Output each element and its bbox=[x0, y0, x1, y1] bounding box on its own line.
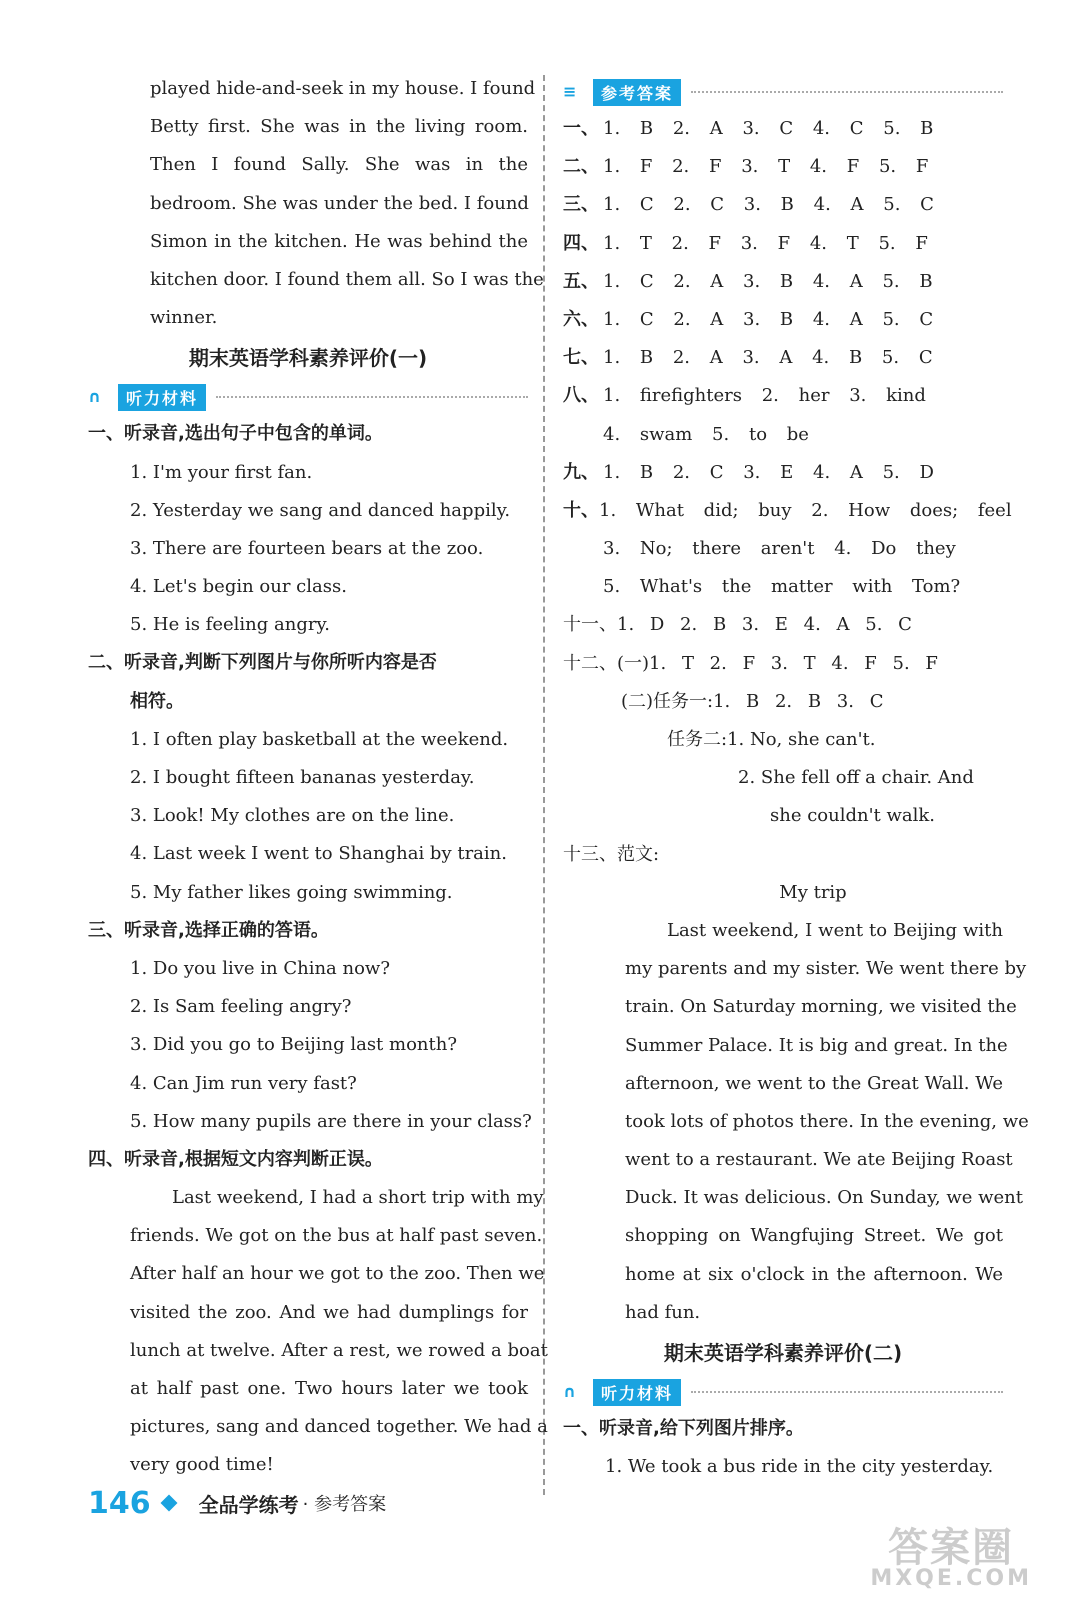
answer-row: 六、 1. C 2. A 3. B 4. A 5. C bbox=[563, 308, 934, 330]
answer-row: (二)任务一:1. B 2. B 3. C bbox=[621, 690, 884, 712]
text-line: home at six o'clock in the afternoon. We bbox=[625, 1263, 1003, 1285]
tag-row bbox=[563, 1374, 1003, 1410]
list-item: 4. Last week I went to Shanghai by train. bbox=[130, 843, 507, 865]
list-item: 1. I often play basketball at the weekend. bbox=[130, 728, 509, 750]
brand-subtitle: · 参考答案 bbox=[302, 1494, 387, 1515]
text-line: train. On Saturday morning, we visited the bbox=[625, 996, 1017, 1018]
list-item: 5. My father likes going swimming. bbox=[130, 881, 453, 903]
list-item: 1. Do you live in China now? bbox=[130, 957, 390, 979]
answer-row: 四、 1. T 2. F 3. F 4. T 5. F bbox=[563, 232, 928, 254]
left-column bbox=[88, 70, 548, 1485]
part-heading: 一、听录音,给下列图片排序。 bbox=[563, 1418, 804, 1439]
text-line: After half an hour we got to the zoo. Then we bbox=[130, 1263, 545, 1285]
text-line: winner. bbox=[150, 307, 218, 329]
watermark bbox=[870, 1525, 1032, 1591]
diamond-icon bbox=[160, 1495, 177, 1512]
headphone-icon: ∩ bbox=[563, 1382, 576, 1401]
text-line: my parents and my sister. We went there by bbox=[625, 958, 1027, 980]
dotted-rule bbox=[691, 1391, 1003, 1393]
answer-row: she couldn't walk. bbox=[770, 805, 936, 827]
text-line: played hide-and-seek in my house. I found bbox=[150, 78, 536, 99]
brand-name: 全品学练考 bbox=[198, 1492, 299, 1517]
list-item: 1. I'm your first fan. bbox=[130, 461, 313, 483]
answer-row: 4. swam 5. to be bbox=[603, 423, 809, 445]
page-footer bbox=[88, 1483, 386, 1523]
list-item: 2. Yesterday we sang and danced happily. bbox=[130, 499, 511, 521]
list-item: 3. Look! My clothes are on the line. bbox=[130, 805, 455, 827]
list-item: 5. He is feeling angry. bbox=[130, 614, 330, 636]
text-line: Then I found Sally. She was in the bbox=[150, 154, 528, 176]
text-line: at half past one. Two hours later we took bbox=[130, 1378, 528, 1399]
dotted-rule bbox=[216, 396, 528, 398]
section-title: 期末英语学科素养评价(一) bbox=[188, 346, 428, 371]
list-item: 2. Is Sam feeling angry? bbox=[130, 996, 352, 1018]
listening-tag: 听力材料 bbox=[118, 384, 206, 411]
essay bbox=[563, 912, 1029, 1332]
answer-row: 七、 1. B 2. A 3. A 4. B 5. C bbox=[563, 347, 933, 369]
listening-tag: 听力材料 bbox=[593, 1379, 681, 1406]
part-heading: 三、听录音,选择正确的答语。 bbox=[88, 919, 329, 941]
text-line: bedroom. She was under the bed. I found bbox=[150, 192, 529, 214]
answer-icon: ≡ bbox=[563, 82, 577, 101]
text-line: very good time! bbox=[130, 1454, 274, 1476]
part-heading: 一、听录音,选出句子中包含的单词。 bbox=[88, 423, 383, 445]
answer-row: 十、 1. What did; buy 2. How does; feel bbox=[563, 499, 1012, 521]
page-number: 146 bbox=[88, 1485, 151, 1521]
answer-row: 八、 1. firefighters 2. her 3. kind bbox=[563, 385, 926, 407]
essay-title: My trip bbox=[779, 881, 847, 903]
text-line: Last weekend, I had a short trip with my bbox=[172, 1187, 544, 1209]
tag-row bbox=[88, 379, 528, 415]
section-title: 期末英语学科素养评价(二) bbox=[663, 1341, 903, 1365]
story-paragraph bbox=[88, 70, 544, 337]
list-item: 3. There are fourteen bears at the zoo. bbox=[130, 537, 484, 559]
text-line: had fun. bbox=[625, 1301, 701, 1323]
list-item: 2. I bought fifteen bananas yesterday. bbox=[130, 767, 475, 788]
text-line: Summer Palace. It is big and great. In the bbox=[625, 1034, 1008, 1056]
list-item: 4. Can Jim run very fast? bbox=[130, 1072, 357, 1094]
list-item: 1. We took a bus ride in the city yesterday. bbox=[605, 1456, 994, 1478]
text-line: Betty first. She was in the living room. bbox=[150, 116, 528, 138]
watermark-text: 答案圈 bbox=[888, 1525, 1015, 1571]
answer-row: 三、 1. C 2. C 3. B 4. A 5. C bbox=[563, 194, 934, 216]
answer-row: 一、 1. B 2. A 3. C 4. C 5. B bbox=[563, 118, 934, 139]
text-line: Simon in the kitchen. He was behind the bbox=[150, 230, 528, 252]
watermark-url: MXQE.COM bbox=[870, 1566, 1032, 1591]
list-item: 5. How many pupils are there in your class? bbox=[130, 1110, 532, 1132]
list-item: 3. Did you go to Beijing last month? bbox=[130, 1034, 457, 1056]
text-line: visited the zoo. And we had dumplings for bbox=[130, 1301, 528, 1323]
text-line: Duck. It was delicious. On Sunday, we went bbox=[625, 1187, 1023, 1209]
answer-row: 3. No; there aren't 4. Do they bbox=[603, 538, 956, 560]
text-line: pictures, sang and danced together. We had a bbox=[130, 1416, 548, 1438]
part-heading-cont: 相符。 bbox=[130, 690, 184, 712]
answer-row: 5. What's the matter with Tom? bbox=[603, 576, 961, 598]
right-column bbox=[563, 70, 1029, 1486]
text-line: lunch at twelve. After a rest, we rowed a boat bbox=[130, 1339, 548, 1361]
dotted-rule bbox=[691, 91, 1003, 93]
text-line: friends. We got on the bus at half past seven. bbox=[130, 1225, 543, 1247]
answer-row: 五、 1. C 2. A 3. B 4. A 5. B bbox=[563, 270, 933, 292]
passage bbox=[88, 1179, 548, 1485]
text-line: kitchen door. I found them all. So I was the bbox=[150, 268, 544, 290]
list-item: 4. Let's begin our class. bbox=[130, 576, 347, 598]
headphone-icon: ∩ bbox=[88, 387, 101, 407]
answer-row: 九、 1. B 2. C 3. E 4. A 5. D bbox=[563, 461, 934, 483]
answer-tag: 参考答案 bbox=[593, 79, 681, 106]
answer-row: 任务二:1. No, she can't. bbox=[667, 729, 876, 750]
text-line: Last weekend, I went to Beijing with bbox=[667, 919, 1003, 941]
answer-row: 十一、1. D 2. B 3. E 4. A 5. C bbox=[563, 614, 912, 636]
answer-row: 十二、(一)1. T 2. F 3. T 4. F 5. F bbox=[563, 652, 938, 674]
answer-row: 十三、范文: bbox=[563, 843, 660, 865]
part-heading: 二、听录音,判断下列图片与你所听内容是否 bbox=[88, 652, 437, 674]
answer-row: 二、 1. F 2. F 3. T 4. F 5. F bbox=[563, 156, 929, 178]
text-line: went to a restaurant. We ate Beijing Roast bbox=[625, 1149, 1013, 1171]
text-line: took lots of photos there. In the evening, we bbox=[625, 1110, 1029, 1132]
part-heading: 四、听录音,根据短文内容判断正误。 bbox=[88, 1148, 383, 1170]
answer-row: 2. She fell off a chair. And bbox=[738, 767, 974, 789]
text-line: shopping on Wangfujing Street. We got bbox=[625, 1225, 1003, 1247]
tag-row bbox=[563, 74, 1003, 110]
text-line: afternoon, we went to the Great Wall. We bbox=[625, 1072, 1003, 1094]
